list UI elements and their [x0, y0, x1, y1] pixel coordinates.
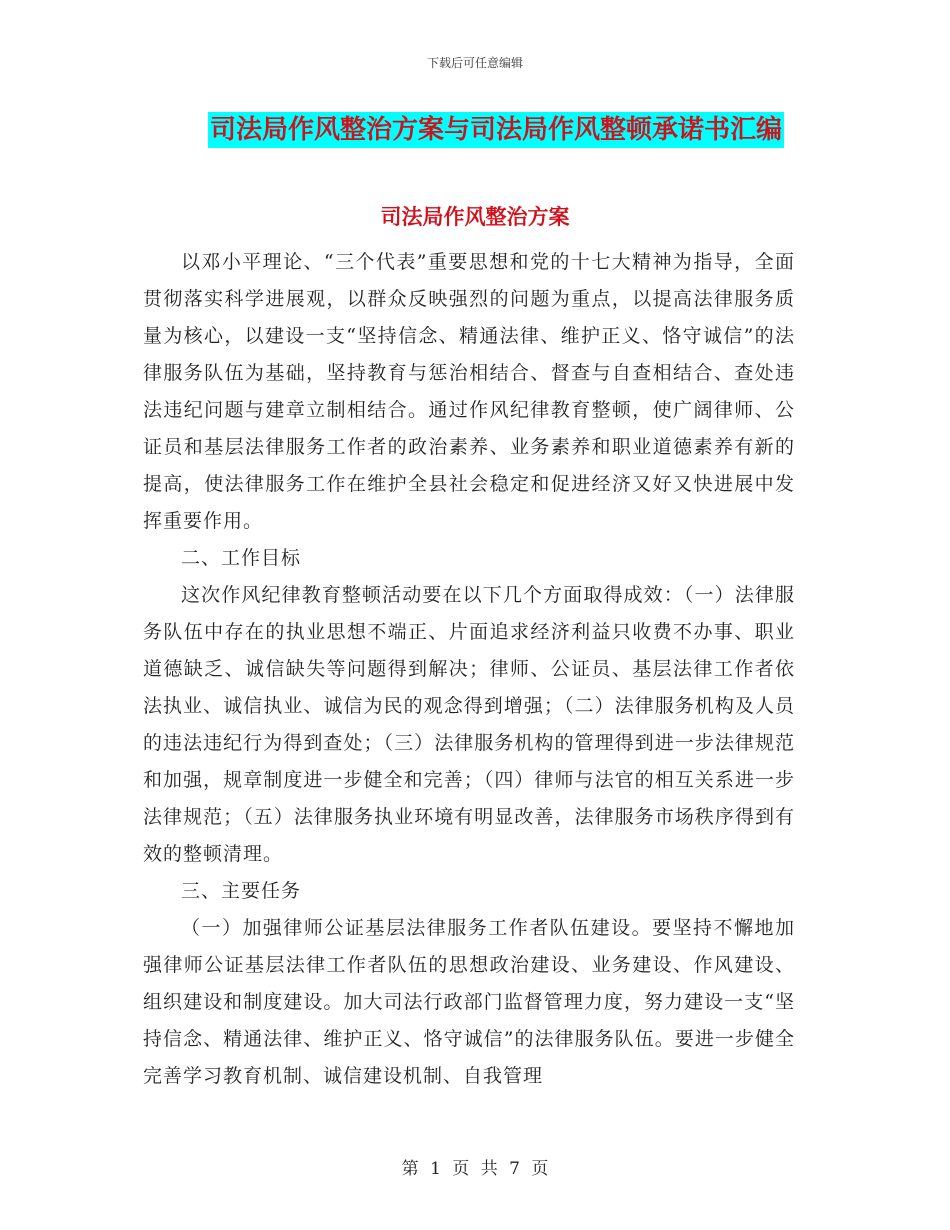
section-title: 司法局作风整治方案	[380, 205, 570, 229]
header-note: 下载后可任意编辑	[426, 56, 523, 70]
document-body	[143, 244, 795, 1095]
document-title: 司法局作风整治方案与司法局作风整顿承诺书汇编	[208, 112, 784, 148]
page-number: 第 1 页 共 7 页	[401, 1159, 549, 1179]
heading-work-goals: 二、工作目标	[181, 547, 302, 569]
paragraph-intro: 以邓小平理论、“三个代表”重要思想和党的十七大精神为指导，全面贯彻落实科学进展观，以群众反映强烈的问题为重点，以提高法律服务质量为核心，以建设一支“坚持信念、精通法律、维护正义、恪守诚信”的法律服务队伍为基础，坚持教育与惩治相结合、督查与自查相结合、查处违法违纪问题与建章立制相结合。通过作风纪律教育整顿，使广阔律师、公证员和基层法律服务工作者的政治素养、业务素养和职业道德素养有新的提高，使法律服务工作在维护全县社会稳定和促进经济又好又快进展中发挥重要作用。	[143, 251, 795, 532]
paragraph-tasks: （一）加强律师公证基层法律服务工作者队伍建设。要坚持不懈地加强律师公证基层法律工作者队伍的思想政治建设、业务建设、作风建设、组织建设和制度建设。加大司法行政部门监督管理力度，努力建设一支“坚持信念、精通法律、维护正义、恪守诚信”的法律服务队伍。要进一步健全完善学习教育机制、诚信建设机制、自我管理	[143, 917, 795, 1087]
heading-main-tasks: 三、主要任务	[181, 880, 302, 902]
paragraph-goals: 这次作风纪律教育整顿活动要在以下几个方面取得成效：（一）法律服务队伍中存在的执业思想不端正、片面追求经济利益只收费不办事、职业道德缺乏、诚信缺失等问题得到解决；律师、公证员、基层法律工作者依法执业、诚信执业、诚信为民的观念得到增强；（二）法律服务机构及人员的违法违纪行为得到查处；（三）法律服务机构的管理得到进一步法律规范和加强，规章制度进一步健全和完善；（四）律师与法官的相互关系进一步法律规范；（五）法律服务执业环境有明显改善，法律服务市场秩序得到有效的整顿清理。	[143, 584, 795, 865]
